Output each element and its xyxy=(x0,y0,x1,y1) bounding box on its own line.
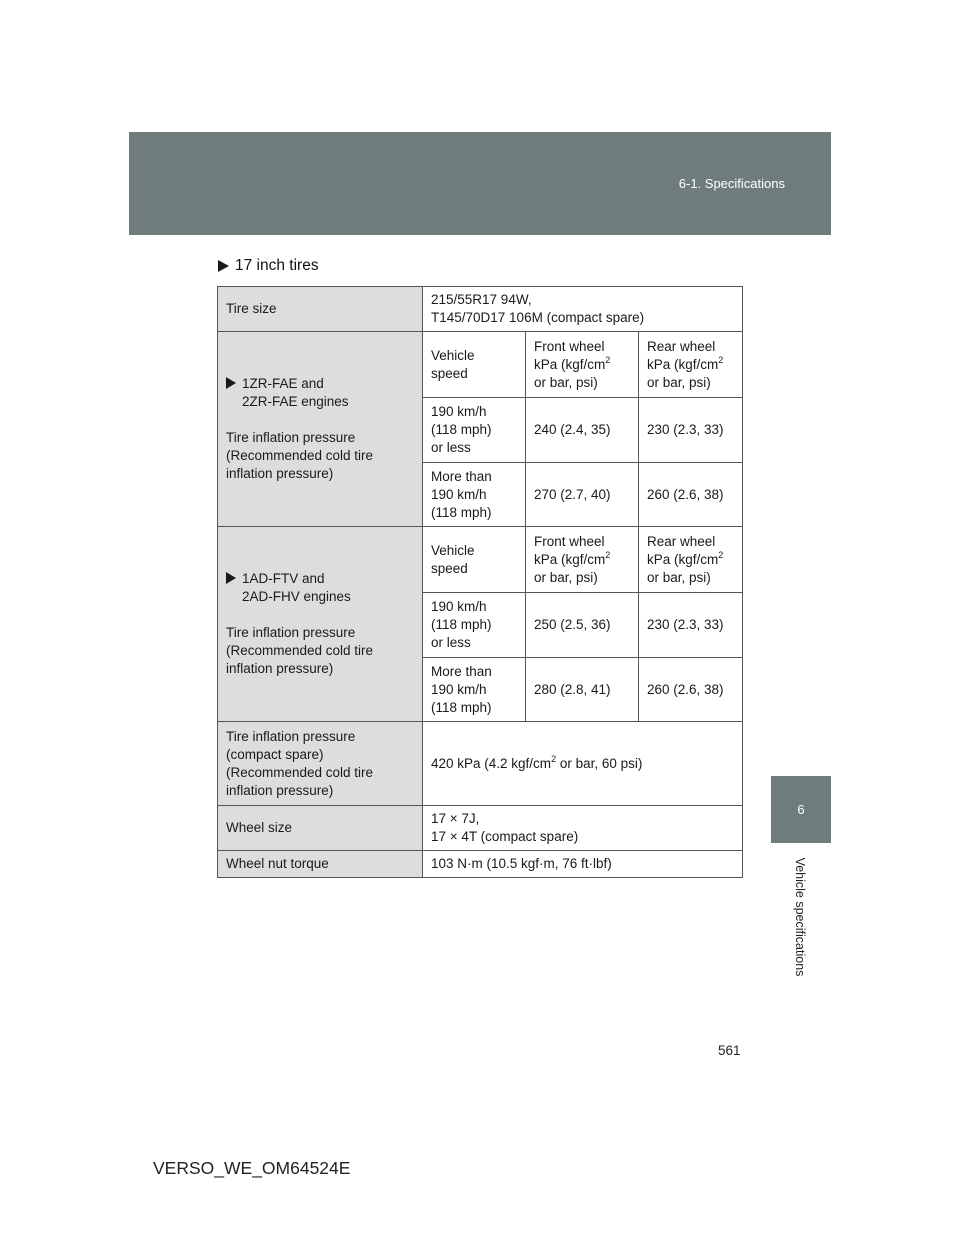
rear-pressure-cell: 230 (2.3, 33) xyxy=(639,593,743,658)
petrol-engine-label: 1ZR-FAE and 2ZR-FAE engines Tire inflation pressure (Recommended cold tire inflation pressure) xyxy=(218,332,423,527)
front-wheel-header: Front wheel kPa ($kgf/cm^2$ or bar, psi) xyxy=(526,332,639,398)
table-row xyxy=(218,287,743,332)
chapter-tab xyxy=(771,776,831,843)
speed-cell: 190 km/h (118 mph) or less xyxy=(423,593,526,658)
front-pressure-cell: 280 (2.8, 41) xyxy=(526,658,639,722)
front-pressure-cell: 270 (2.7, 40) xyxy=(526,463,639,527)
nut-torque-label: Wheel nut torque xyxy=(218,851,423,878)
page-number: 561 xyxy=(718,1043,741,1058)
table-row xyxy=(218,527,743,593)
speed-cell: More than 190 km/h (118 mph) xyxy=(423,658,526,722)
front-pressure-cell: 240 (2.4, 35) xyxy=(526,398,639,463)
document-code: VERSO_WE_OM64524E xyxy=(153,1158,351,1178)
rear-wheel-header: Rear wheel kPa ($kgf/cm^2$ or bar, psi) xyxy=(639,527,743,593)
header-band xyxy=(129,132,831,235)
heading-text: 17 inch tires xyxy=(235,257,319,274)
front-pressure-cell: 250 (2.5, 36) xyxy=(526,593,639,658)
table-row xyxy=(218,722,743,806)
nut-torque-value: 103 N·m (10.5 kgf·m, 76 ft·lbf) xyxy=(423,851,743,878)
rear-pressure-cell: 230 (2.3, 33) xyxy=(639,398,743,463)
chapter-number: 6 xyxy=(797,802,805,817)
spare-pressure-value: 420 kPa (4.2 kgf/$cm^2$ or bar, 60 psi) xyxy=(423,722,743,806)
wheel-size-label: Wheel size xyxy=(218,806,423,851)
section-title: 6-1. Specifications xyxy=(678,176,785,191)
tire-spec-table xyxy=(217,286,743,878)
rear-pressure-cell: 260 (2.6, 38) xyxy=(639,658,743,722)
vehicle-speed-header: Vehicle speed xyxy=(423,332,526,398)
rear-pressure-cell: 260 (2.6, 38) xyxy=(639,463,743,527)
triangle-bullet-icon xyxy=(226,572,236,584)
triangle-bullet-icon xyxy=(226,377,236,389)
wheel-size-value: 17 × 7J, 17 × 4T (compact spare) xyxy=(423,806,743,851)
section-heading xyxy=(218,257,319,275)
front-wheel-header: Front wheel kPa ($kgf/cm^2$ or bar, psi) xyxy=(526,527,639,593)
tire-size-label: Tire size xyxy=(218,287,423,332)
table-row xyxy=(218,332,743,398)
rear-wheel-header: Rear wheel kPa ($kgf/cm^2$ or bar, psi) xyxy=(639,332,743,398)
triangle-bullet-icon xyxy=(218,260,229,272)
diesel-engine-label: 1AD-FTV and 2AD-FHV engines Tire inflation pressure (Recommended cold tire inflation pressure) xyxy=(218,527,423,722)
table-row xyxy=(218,851,743,878)
speed-cell: 190 km/h (118 mph) or less xyxy=(423,398,526,463)
tire-size-value: 215/55R17 94W, T145/70D17 106M (compact spare) xyxy=(423,287,743,332)
vehicle-speed-header: Vehicle speed xyxy=(423,527,526,593)
table-row xyxy=(218,806,743,851)
chapter-label: Vehicle specifications xyxy=(793,857,807,977)
speed-cell: More than 190 km/h (118 mph) xyxy=(423,463,526,527)
spare-pressure-label: Tire inflation pressure (compact spare) (Recommended cold tire inflation pressure) xyxy=(218,722,423,806)
